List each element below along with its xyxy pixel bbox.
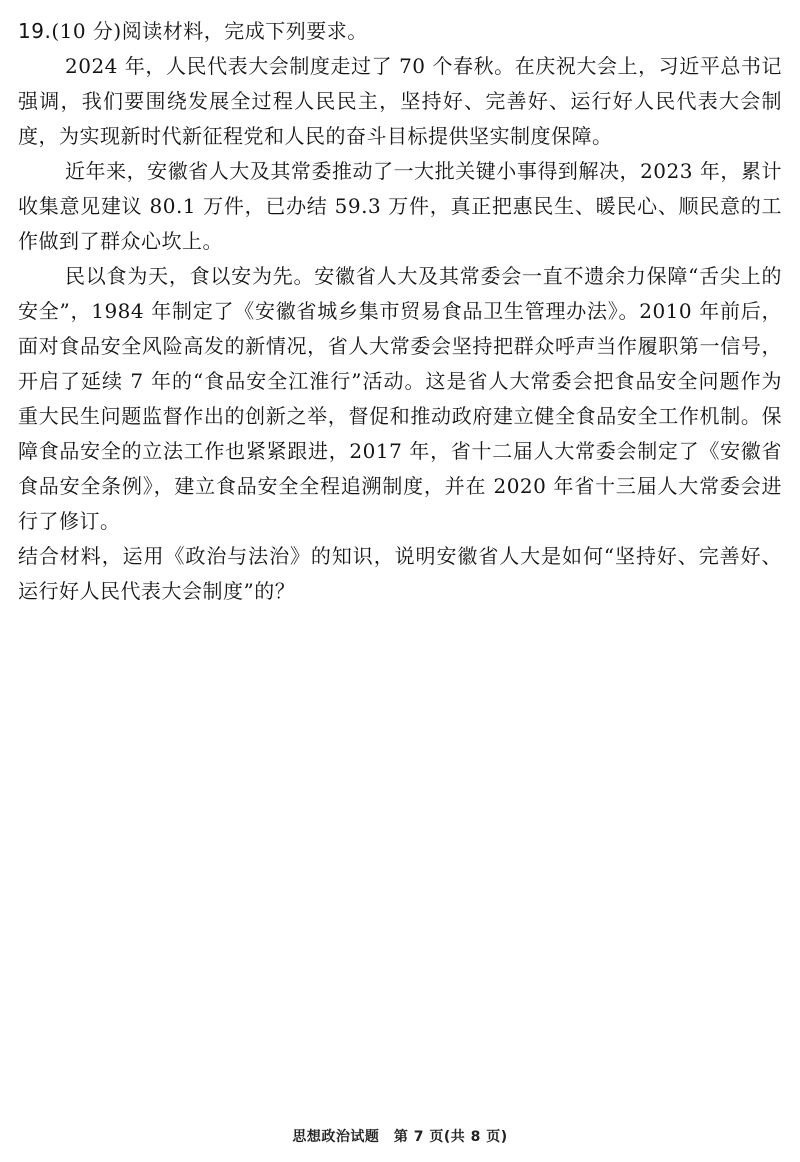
- question-prompt: 结合材料，运用《政治与法治》的知识，说明安徽省人大是如何“坚持好、完善好、运行好人民代表大会制度”的？: [18, 544, 782, 603]
- question-number: 19.: [18, 19, 52, 43]
- material-paragraph-3: 民以食为天，食以安为先。安徽省人大及其常委会一直不遗余力保障“舌尖上的安全”，1984 年制定了《安徽省城乡集市贸易食品卫生管理办法》。2010 年前后，面对食品安全风险高发的新情况，省人大常委会坚持把群众呼声当作履职第一信号，开启了延续 7 年的“食品安全江淮行”活动。这是省人大常委会把食品安全问题作为重大民生问题监督作出的创新之举，督促和推动政府建立健全食品安全工作机制。保障食品安全的立法工作也紧紧跟进，2017 年，省十二届人大常委会制定了《安徽省食品安全条例》，建立食品安全全程追溯制度，并在 2020 年省十三届人大常委会进行了修订。: [18, 264, 782, 533]
- question-instruction: 阅读材料，完成下列要求。: [121, 19, 368, 43]
- page-footer: 思想政治试题 第 7 页(共 8 页): [292, 1129, 508, 1145]
- material: [18, 49, 782, 539]
- question-19: [18, 14, 782, 609]
- question-score: (10 分): [51, 19, 122, 43]
- material-paragraph-2: 近年来，安徽省人大及其常委推动了一大批关键小事得到解决，2023 年，累计收集意见建议 80.1 万件，已办结 59.3 万件，真正把惠民生、暖民心、顺民意的工作做到了群众心坎上。: [18, 159, 782, 253]
- question-header: [18, 14, 782, 49]
- material-paragraph-1: 2024 年，人民代表大会制度走过了 70 个春秋。在庆祝大会上，习近平总书记强调，我们要围绕发展全过程人民民主，坚持好、完善好、运行好人民代表大会制度，为实现新时代新征程党和人民的奋斗目标提供坚实制度保障。: [18, 54, 782, 148]
